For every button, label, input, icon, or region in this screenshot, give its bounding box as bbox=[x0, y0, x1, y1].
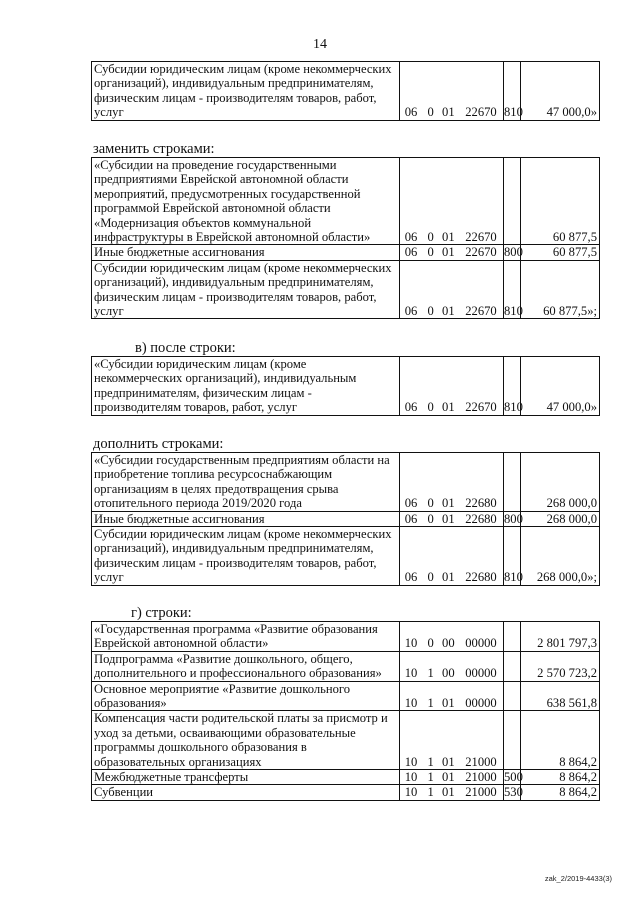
code-part-1: 10 bbox=[404, 696, 418, 711]
row-amount: 268 000,0 bbox=[521, 453, 600, 512]
row-amount: 8 864,2 bbox=[521, 785, 600, 800]
code-part-4: 00000 bbox=[465, 636, 497, 651]
row-expense-type: 800 bbox=[504, 245, 523, 260]
row-name: Субсидии юридическим лицам (кроме некоммерческих организаций), индивидуальным предпринимателям, физическим лицам - производителям товаров, работ, услуг bbox=[92, 527, 400, 586]
code-part-4: 22680 bbox=[465, 511, 497, 526]
code-part-3: 01 bbox=[442, 400, 455, 415]
row-name: Иные бюджетные ассигнования bbox=[92, 245, 400, 260]
row-expense-type bbox=[504, 622, 521, 652]
table-row bbox=[92, 681, 600, 711]
row-name: Субсидии юридическим лицам (кроме некоммерческих организаций), индивидуальным предпринимателям, физическим лицам - производителям товаров, работ, услуг bbox=[92, 62, 400, 121]
row-expense-type: 810 bbox=[504, 527, 521, 586]
row-name: «Субсидии юридическим лицам (кроме некоммерческих организаций), индивидуальным предпринимателям, физическим лицам - производителям товаров, работ, услуг bbox=[92, 357, 400, 416]
row-expense-type bbox=[504, 158, 521, 245]
code-part-1: 06 bbox=[404, 511, 418, 526]
code-part-1: 06 bbox=[404, 245, 418, 260]
table-row bbox=[92, 651, 600, 681]
code-part-2: 0 bbox=[427, 511, 434, 526]
row-name: «Субсидии на проведение государственными предприятиями Еврейской автономной области мероприятий, предусмотренных государственной программой Еврейской автономной области «Модернизация объектов коммунальной инфраструктуры в Еврейской автономной области» bbox=[92, 158, 400, 245]
code-part-4: 22670 bbox=[465, 245, 497, 260]
heading-add: дополнить строками: bbox=[93, 436, 224, 452]
code-part-2: 0 bbox=[427, 230, 434, 245]
row-codes bbox=[400, 245, 504, 260]
table-row bbox=[92, 260, 600, 319]
code-part-2: 0 bbox=[427, 400, 434, 415]
row-name: Субсидии юридическим лицам (кроме некоммерческих организаций), индивидуальным предпринимателям, физическим лицам - производителям товаров, работ, услуг bbox=[92, 260, 400, 319]
row-expense-type: 500 bbox=[504, 770, 523, 785]
row-codes bbox=[400, 785, 504, 800]
heading-g-rows: г) строки: bbox=[93, 605, 192, 621]
code-part-2: 1 bbox=[427, 785, 434, 800]
budget-table-5 bbox=[91, 621, 600, 801]
code-part-4: 21000 bbox=[465, 754, 497, 769]
code-part-4: 22670 bbox=[465, 105, 497, 120]
code-part-3: 01 bbox=[442, 754, 455, 769]
row-codes bbox=[400, 770, 504, 785]
row-codes bbox=[400, 651, 504, 681]
table-row bbox=[92, 158, 600, 245]
row-name: Основное мероприятие «Развитие дошкольного образования» bbox=[92, 681, 400, 711]
row-expense-type: 810 bbox=[504, 260, 521, 319]
row-expense-type: 800 bbox=[504, 511, 523, 526]
code-part-2: 0 bbox=[427, 105, 434, 120]
code-part-1: 06 bbox=[404, 230, 418, 245]
row-codes bbox=[400, 711, 504, 770]
table-row bbox=[92, 527, 600, 586]
heading-after: в) после строки: bbox=[135, 340, 236, 356]
table-row bbox=[92, 62, 600, 121]
table-row bbox=[92, 245, 600, 260]
row-expense-type bbox=[504, 651, 521, 681]
code-part-3: 01 bbox=[442, 696, 455, 711]
code-part-1: 06 bbox=[404, 105, 418, 120]
footer-code: zak_2/2019-4433(3) bbox=[544, 874, 612, 883]
code-part-3: 01 bbox=[442, 570, 455, 585]
code-part-1: 06 bbox=[404, 570, 418, 585]
code-part-4: 21000 bbox=[465, 770, 497, 785]
code-part-2: 0 bbox=[427, 245, 434, 260]
row-name: Компенсация части родительской платы за присмотр и уход за детьми, осваивающими образовательные программы дошкольного образования в образовательных организациях bbox=[92, 711, 400, 770]
code-part-1: 06 bbox=[404, 400, 418, 415]
row-expense-type: 810 bbox=[504, 62, 521, 121]
row-name: Иные бюджетные ассигнования bbox=[92, 511, 400, 526]
code-part-3: 01 bbox=[442, 511, 455, 526]
row-name: Субвенции bbox=[92, 785, 400, 800]
code-part-4: 00000 bbox=[465, 666, 497, 681]
code-part-2: 1 bbox=[427, 696, 434, 711]
row-expense-type: 530 bbox=[504, 785, 523, 800]
code-part-4: 21000 bbox=[465, 785, 497, 800]
row-codes bbox=[400, 527, 504, 586]
row-codes bbox=[400, 357, 504, 416]
code-part-2: 1 bbox=[427, 754, 434, 769]
row-amount: 60 877,5 bbox=[521, 245, 600, 260]
code-part-4: 22670 bbox=[465, 230, 497, 245]
row-amount: 8 864,2 bbox=[521, 711, 600, 770]
table-row bbox=[92, 622, 600, 652]
code-part-2: 0 bbox=[427, 496, 434, 511]
code-part-1: 10 bbox=[404, 770, 418, 785]
code-part-1: 10 bbox=[404, 754, 418, 769]
table-row bbox=[92, 453, 600, 512]
code-part-3: 00 bbox=[442, 636, 455, 651]
row-amount: 8 864,2 bbox=[521, 770, 600, 785]
budget-table-2 bbox=[91, 157, 600, 319]
code-part-3: 01 bbox=[442, 785, 455, 800]
code-part-3: 01 bbox=[442, 496, 455, 511]
row-amount: 60 877,5 bbox=[521, 158, 600, 245]
row-amount: 2 570 723,2 bbox=[521, 651, 600, 681]
code-part-2: 1 bbox=[427, 770, 434, 785]
code-part-2: 0 bbox=[427, 570, 434, 585]
code-part-3: 01 bbox=[442, 230, 455, 245]
table-row bbox=[92, 357, 600, 416]
row-amount: 47 000,0» bbox=[521, 357, 600, 416]
row-codes bbox=[400, 158, 504, 245]
row-amount: 60 877,5»; bbox=[521, 260, 600, 319]
budget-table-3 bbox=[91, 356, 600, 416]
code-part-2: 0 bbox=[427, 636, 434, 651]
row-name: «Субсидии государственным предприятиям области на приобретение топлива ресурсоснабжающим организациям в целях предотвращения срыва отопительного периода 2019/2020 года bbox=[92, 453, 400, 512]
table-row bbox=[92, 511, 600, 526]
row-codes bbox=[400, 511, 504, 526]
code-part-3: 01 bbox=[442, 304, 455, 319]
row-name: «Государственная программа «Развитие образования Еврейской автономной области» bbox=[92, 622, 400, 652]
code-part-3: 01 bbox=[442, 770, 455, 785]
row-amount: 268 000,0 bbox=[521, 511, 600, 526]
code-part-4: 00000 bbox=[465, 696, 497, 711]
code-part-3: 00 bbox=[442, 666, 455, 681]
code-part-4: 22670 bbox=[465, 400, 497, 415]
row-amount: 2 801 797,3 bbox=[521, 622, 600, 652]
row-amount: 47 000,0» bbox=[521, 62, 600, 121]
table-row bbox=[92, 711, 600, 770]
row-codes bbox=[400, 681, 504, 711]
budget-table-1 bbox=[91, 61, 600, 121]
row-expense-type: 810 bbox=[504, 357, 521, 416]
code-part-4: 22680 bbox=[465, 570, 497, 585]
code-part-4: 22670 bbox=[465, 304, 497, 319]
row-expense-type bbox=[504, 711, 521, 770]
row-amount: 268 000,0»; bbox=[521, 527, 600, 586]
heading-replace: заменить строками: bbox=[93, 141, 215, 157]
code-part-4: 22680 bbox=[465, 496, 497, 511]
row-name: Подпрограмма «Развитие дошкольного, общего, дополнительного и профессионального образования» bbox=[92, 651, 400, 681]
row-codes bbox=[400, 622, 504, 652]
code-part-2: 0 bbox=[427, 304, 434, 319]
table-row bbox=[92, 785, 600, 800]
code-part-1: 10 bbox=[404, 636, 418, 651]
budget-table-4 bbox=[91, 452, 600, 586]
row-codes bbox=[400, 453, 504, 512]
row-codes bbox=[400, 260, 504, 319]
row-codes bbox=[400, 62, 504, 121]
row-expense-type bbox=[504, 453, 521, 512]
code-part-1: 10 bbox=[404, 785, 418, 800]
page-number: 14 bbox=[313, 37, 327, 52]
table-row bbox=[92, 770, 600, 785]
row-expense-type bbox=[504, 681, 521, 711]
code-part-1: 06 bbox=[404, 304, 418, 319]
row-amount: 638 561,8 bbox=[521, 681, 600, 711]
code-part-3: 01 bbox=[442, 105, 455, 120]
code-part-1: 10 bbox=[404, 666, 418, 681]
code-part-3: 01 bbox=[442, 245, 455, 260]
code-part-2: 1 bbox=[427, 666, 434, 681]
code-part-1: 06 bbox=[404, 496, 418, 511]
row-name: Межбюджетные трансферты bbox=[92, 770, 400, 785]
